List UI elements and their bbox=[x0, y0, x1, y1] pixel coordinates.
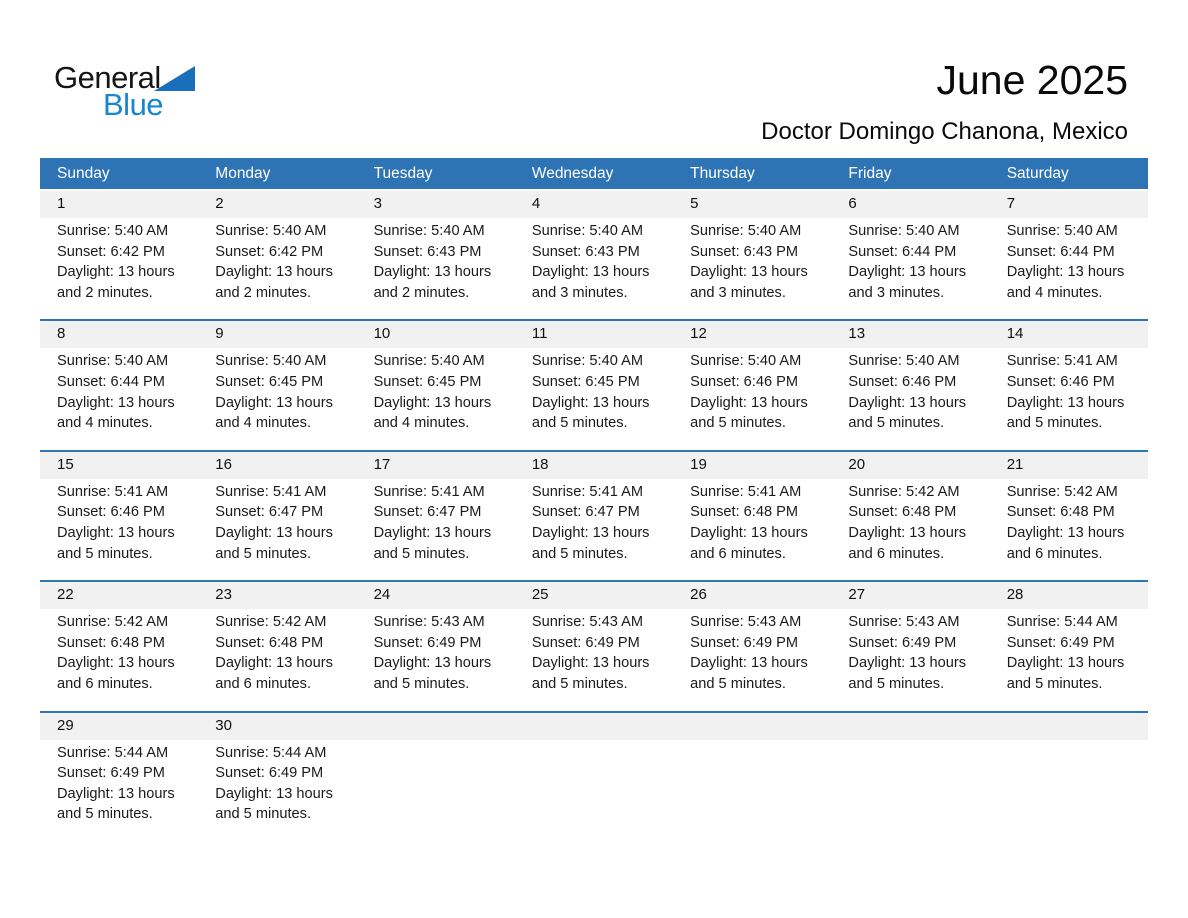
day-cell-19 bbox=[673, 452, 831, 580]
daylight-text-line2: and 5 minutes. bbox=[57, 806, 153, 823]
sunset-text: Sunset: 6:48 PM bbox=[1006, 504, 1115, 521]
calendar-table bbox=[40, 158, 1148, 841]
sunrise-text: Sunrise: 5:40 AM bbox=[215, 223, 327, 239]
daylight-text-line1: Daylight: 13 hours bbox=[848, 264, 967, 281]
daylight-text-line2: and 5 minutes. bbox=[531, 415, 628, 432]
sunset-text: Sunset: 6:47 PM bbox=[531, 504, 640, 521]
day-number: 29 bbox=[40, 713, 198, 740]
weekday-sunday: Sunday bbox=[57, 164, 110, 182]
day-cell-17 bbox=[357, 452, 515, 580]
day-cell-27 bbox=[831, 582, 989, 710]
sunset-text: Sunset: 6:43 PM bbox=[373, 243, 482, 260]
day-number: 12 bbox=[673, 321, 831, 348]
week-row-3 bbox=[40, 450, 1148, 580]
day-details bbox=[990, 609, 1148, 710]
sunrise-text: Sunrise: 5:41 AM bbox=[531, 483, 643, 500]
sunset-text: Sunset: 6:43 PM bbox=[690, 243, 799, 260]
daylight-text-line2: and 4 minutes. bbox=[373, 415, 470, 432]
day-cell-2 bbox=[198, 191, 356, 319]
day-details bbox=[357, 740, 515, 829]
day-cell-4 bbox=[515, 191, 673, 319]
sunset-text: Sunset: 6:46 PM bbox=[690, 373, 799, 390]
day-details bbox=[831, 348, 989, 449]
sunset-text: Sunset: 6:49 PM bbox=[531, 634, 640, 651]
day-details bbox=[198, 740, 356, 841]
day-number: 11 bbox=[515, 321, 673, 348]
daylight-text-line2: and 5 minutes. bbox=[373, 675, 470, 692]
day-cell-13 bbox=[831, 321, 989, 449]
empty-day-cell bbox=[515, 713, 673, 841]
sunrise-text: Sunrise: 5:40 AM bbox=[57, 353, 169, 370]
sunrise-text: Sunrise: 5:42 AM bbox=[1006, 483, 1118, 500]
day-number bbox=[673, 713, 831, 740]
day-number: 27 bbox=[831, 582, 989, 609]
daylight-text-line1: Daylight: 13 hours bbox=[57, 394, 175, 411]
day-details bbox=[990, 348, 1148, 449]
sunset-text: Sunset: 6:49 PM bbox=[848, 634, 957, 651]
daylight-text-line1: Daylight: 13 hours bbox=[1006, 524, 1125, 541]
daylight-text-line2: and 5 minutes. bbox=[690, 415, 786, 432]
day-details bbox=[40, 348, 198, 449]
sunset-text: Sunset: 6:42 PM bbox=[215, 243, 324, 260]
daylight-text-line1: Daylight: 13 hours bbox=[531, 264, 650, 281]
day-details bbox=[357, 218, 515, 319]
daylight-text-line1: Daylight: 13 hours bbox=[215, 264, 333, 281]
day-details bbox=[673, 609, 831, 710]
sunrise-text: Sunrise: 5:40 AM bbox=[1006, 223, 1118, 239]
daylight-text-line1: Daylight: 13 hours bbox=[531, 655, 650, 672]
day-cell-8 bbox=[40, 321, 198, 449]
day-number: 7 bbox=[990, 191, 1148, 218]
sunrise-text: Sunrise: 5:40 AM bbox=[57, 223, 169, 239]
day-number: 14 bbox=[990, 321, 1148, 348]
daylight-text-line2: and 5 minutes. bbox=[215, 806, 312, 823]
sunrise-text: Sunrise: 5:43 AM bbox=[848, 614, 960, 631]
sunrise-text: Sunrise: 5:42 AM bbox=[57, 614, 169, 631]
day-details bbox=[40, 479, 198, 580]
daylight-text-line2: and 6 minutes. bbox=[690, 545, 786, 562]
sunrise-text: Sunrise: 5:44 AM bbox=[1006, 614, 1118, 631]
week-row-4 bbox=[40, 580, 1148, 710]
daylight-text-line1: Daylight: 13 hours bbox=[373, 264, 492, 281]
sunset-text: Sunset: 6:45 PM bbox=[531, 373, 640, 390]
day-cell-22 bbox=[40, 582, 198, 710]
daylight-text-line1: Daylight: 13 hours bbox=[531, 394, 650, 411]
day-number: 19 bbox=[673, 452, 831, 479]
day-number: 13 bbox=[831, 321, 989, 348]
sunrise-text: Sunrise: 5:40 AM bbox=[848, 223, 960, 239]
day-number: 3 bbox=[357, 191, 515, 218]
day-details bbox=[990, 479, 1148, 580]
sunset-text: Sunset: 6:45 PM bbox=[215, 373, 324, 390]
day-number: 16 bbox=[198, 452, 356, 479]
weekday-header-row bbox=[40, 158, 1148, 189]
sunrise-text: Sunrise: 5:43 AM bbox=[690, 614, 802, 631]
day-number: 18 bbox=[515, 452, 673, 479]
day-number: 30 bbox=[198, 713, 356, 740]
day-details bbox=[673, 479, 831, 580]
day-cell-15 bbox=[40, 452, 198, 580]
daylight-text-line1: Daylight: 13 hours bbox=[57, 785, 175, 802]
weekday-tuesday: Tuesday bbox=[373, 164, 433, 182]
sunrise-text: Sunrise: 5:41 AM bbox=[373, 483, 485, 500]
weekday-wednesday: Wednesday bbox=[531, 164, 614, 182]
daylight-text-line2: and 2 minutes. bbox=[373, 284, 470, 301]
sunrise-text: Sunrise: 5:40 AM bbox=[373, 223, 485, 239]
daylight-text-line2: and 5 minutes. bbox=[690, 675, 786, 692]
daylight-text-line2: and 6 minutes. bbox=[57, 675, 153, 692]
day-cell-30 bbox=[198, 713, 356, 841]
logo-text-general: General bbox=[54, 60, 161, 95]
empty-day-cell bbox=[357, 713, 515, 841]
day-details bbox=[831, 218, 989, 319]
daylight-text-line2: and 4 minutes. bbox=[215, 415, 312, 432]
daylight-text-line2: and 2 minutes. bbox=[215, 284, 312, 301]
sunrise-text: Sunrise: 5:43 AM bbox=[373, 614, 485, 631]
day-details bbox=[990, 218, 1148, 319]
daylight-text-line1: Daylight: 13 hours bbox=[690, 264, 808, 281]
sunrise-text: Sunrise: 5:44 AM bbox=[57, 744, 169, 761]
daylight-text-line1: Daylight: 13 hours bbox=[373, 524, 492, 541]
day-details bbox=[198, 218, 356, 319]
sunset-text: Sunset: 6:44 PM bbox=[848, 243, 957, 260]
daylight-text-line2: and 5 minutes. bbox=[1006, 415, 1103, 432]
day-cell-14 bbox=[990, 321, 1148, 449]
sunrise-text: Sunrise: 5:42 AM bbox=[848, 483, 960, 500]
daylight-text-line1: Daylight: 13 hours bbox=[373, 655, 492, 672]
day-details bbox=[515, 218, 673, 319]
sunset-text: Sunset: 6:42 PM bbox=[57, 243, 165, 260]
day-number bbox=[831, 713, 989, 740]
sunrise-text: Sunrise: 5:40 AM bbox=[531, 353, 643, 370]
day-number bbox=[357, 713, 515, 740]
daylight-text-line2: and 6 minutes. bbox=[848, 545, 945, 562]
day-details bbox=[515, 609, 673, 710]
day-details bbox=[515, 740, 673, 829]
empty-day-cell bbox=[990, 713, 1148, 841]
daylight-text-line2: and 3 minutes. bbox=[848, 284, 945, 301]
day-number: 21 bbox=[990, 452, 1148, 479]
sunrise-text: Sunrise: 5:40 AM bbox=[373, 353, 485, 370]
day-number: 24 bbox=[357, 582, 515, 609]
day-number: 15 bbox=[40, 452, 198, 479]
day-cell-1 bbox=[40, 191, 198, 319]
page-subtitle: Doctor Domingo Chanona, Mexico bbox=[761, 118, 1128, 145]
day-number: 26 bbox=[673, 582, 831, 609]
daylight-text-line2: and 4 minutes. bbox=[57, 415, 153, 432]
sunrise-text: Sunrise: 5:40 AM bbox=[690, 223, 802, 239]
sunset-text: Sunset: 6:46 PM bbox=[848, 373, 957, 390]
weekday-monday: Monday bbox=[215, 164, 271, 182]
day-details bbox=[673, 348, 831, 449]
day-details bbox=[357, 348, 515, 449]
sunrise-text: Sunrise: 5:40 AM bbox=[215, 353, 327, 370]
sunset-text: Sunset: 6:45 PM bbox=[373, 373, 482, 390]
day-cell-7 bbox=[990, 191, 1148, 319]
sunrise-text: Sunrise: 5:44 AM bbox=[215, 744, 327, 761]
day-cell-18 bbox=[515, 452, 673, 580]
weeks-container bbox=[40, 191, 1148, 841]
daylight-text-line1: Daylight: 13 hours bbox=[1006, 655, 1125, 672]
day-number: 25 bbox=[515, 582, 673, 609]
sunrise-text: Sunrise: 5:41 AM bbox=[1006, 353, 1118, 370]
sunset-text: Sunset: 6:46 PM bbox=[1006, 373, 1115, 390]
sunrise-text: Sunrise: 5:41 AM bbox=[690, 483, 802, 500]
day-cell-16 bbox=[198, 452, 356, 580]
sunset-text: Sunset: 6:49 PM bbox=[215, 765, 324, 782]
logo-text-blue: Blue bbox=[103, 87, 164, 122]
daylight-text-line1: Daylight: 13 hours bbox=[373, 394, 492, 411]
daylight-text-line2: and 5 minutes. bbox=[531, 545, 628, 562]
daylight-text-line1: Daylight: 13 hours bbox=[848, 655, 967, 672]
daylight-text-line1: Daylight: 13 hours bbox=[690, 655, 808, 672]
day-number: 28 bbox=[990, 582, 1148, 609]
day-details bbox=[990, 740, 1148, 829]
day-number: 22 bbox=[40, 582, 198, 609]
sunset-text: Sunset: 6:48 PM bbox=[848, 504, 957, 521]
page-title: June 2025 bbox=[936, 57, 1128, 103]
daylight-text-line2: and 5 minutes. bbox=[373, 545, 470, 562]
day-cell-3 bbox=[357, 191, 515, 319]
sunrise-text: Sunrise: 5:41 AM bbox=[57, 483, 169, 500]
daylight-text-line2: and 5 minutes. bbox=[531, 675, 628, 692]
sunrise-text: Sunrise: 5:40 AM bbox=[690, 353, 802, 370]
day-cell-6 bbox=[831, 191, 989, 319]
sunset-text: Sunset: 6:44 PM bbox=[1006, 243, 1115, 260]
day-cell-26 bbox=[673, 582, 831, 710]
week-row-5 bbox=[40, 711, 1148, 841]
daylight-text-line2: and 2 minutes. bbox=[57, 284, 153, 301]
weekday-saturday: Saturday bbox=[1006, 164, 1069, 182]
day-details bbox=[515, 479, 673, 580]
empty-day-cell bbox=[673, 713, 831, 841]
sunset-text: Sunset: 6:48 PM bbox=[690, 504, 799, 521]
daylight-text-line2: and 5 minutes. bbox=[848, 415, 945, 432]
sunset-text: Sunset: 6:49 PM bbox=[57, 765, 165, 782]
week-row-1 bbox=[40, 191, 1148, 319]
day-number: 2 bbox=[198, 191, 356, 218]
day-number: 23 bbox=[198, 582, 356, 609]
general-blue-logo bbox=[54, 62, 195, 120]
day-details bbox=[515, 348, 673, 449]
day-details bbox=[357, 609, 515, 710]
day-number: 6 bbox=[831, 191, 989, 218]
daylight-text-line1: Daylight: 13 hours bbox=[690, 394, 808, 411]
day-number bbox=[515, 713, 673, 740]
weekday-friday: Friday bbox=[848, 164, 892, 182]
day-details bbox=[198, 609, 356, 710]
day-details bbox=[357, 479, 515, 580]
day-cell-20 bbox=[831, 452, 989, 580]
daylight-text-line1: Daylight: 13 hours bbox=[215, 524, 333, 541]
sunrise-text: Sunrise: 5:43 AM bbox=[531, 614, 643, 631]
sunrise-text: Sunrise: 5:41 AM bbox=[215, 483, 327, 500]
sunset-text: Sunset: 6:49 PM bbox=[373, 634, 482, 651]
day-number: 10 bbox=[357, 321, 515, 348]
daylight-text-line1: Daylight: 13 hours bbox=[1006, 394, 1125, 411]
daylight-text-line2: and 5 minutes. bbox=[848, 675, 945, 692]
sunrise-text: Sunrise: 5:40 AM bbox=[531, 223, 643, 239]
sunset-text: Sunset: 6:49 PM bbox=[690, 634, 799, 651]
day-details bbox=[673, 740, 831, 829]
daylight-text-line1: Daylight: 13 hours bbox=[1006, 264, 1125, 281]
weekday-thursday: Thursday bbox=[690, 164, 755, 182]
day-number: 17 bbox=[357, 452, 515, 479]
day-details bbox=[673, 218, 831, 319]
daylight-text-line1: Daylight: 13 hours bbox=[215, 655, 333, 672]
day-details bbox=[831, 479, 989, 580]
sunset-text: Sunset: 6:47 PM bbox=[373, 504, 482, 521]
day-cell-29 bbox=[40, 713, 198, 841]
day-cell-11 bbox=[515, 321, 673, 449]
sunset-text: Sunset: 6:44 PM bbox=[57, 373, 165, 390]
day-details bbox=[40, 740, 198, 841]
daylight-text-line2: and 6 minutes. bbox=[1006, 545, 1103, 562]
day-cell-12 bbox=[673, 321, 831, 449]
day-details bbox=[40, 609, 198, 710]
daylight-text-line2: and 5 minutes. bbox=[1006, 675, 1103, 692]
day-number: 4 bbox=[515, 191, 673, 218]
daylight-text-line1: Daylight: 13 hours bbox=[57, 524, 175, 541]
day-cell-21 bbox=[990, 452, 1148, 580]
daylight-text-line2: and 6 minutes. bbox=[215, 675, 312, 692]
day-details bbox=[831, 609, 989, 710]
day-cell-23 bbox=[198, 582, 356, 710]
daylight-text-line1: Daylight: 13 hours bbox=[531, 524, 650, 541]
sunset-text: Sunset: 6:46 PM bbox=[57, 504, 165, 521]
daylight-text-line2: and 3 minutes. bbox=[690, 284, 786, 301]
day-cell-28 bbox=[990, 582, 1148, 710]
day-cell-10 bbox=[357, 321, 515, 449]
sunset-text: Sunset: 6:48 PM bbox=[215, 634, 324, 651]
daylight-text-line2: and 5 minutes. bbox=[57, 545, 153, 562]
daylight-text-line2: and 4 minutes. bbox=[1006, 284, 1103, 301]
day-number: 8 bbox=[40, 321, 198, 348]
day-details bbox=[831, 740, 989, 829]
day-number: 20 bbox=[831, 452, 989, 479]
daylight-text-line1: Daylight: 13 hours bbox=[215, 785, 333, 802]
day-number: 9 bbox=[198, 321, 356, 348]
daylight-text-line1: Daylight: 13 hours bbox=[57, 264, 175, 281]
day-details bbox=[40, 218, 198, 319]
sunrise-text: Sunrise: 5:42 AM bbox=[215, 614, 327, 631]
daylight-text-line1: Daylight: 13 hours bbox=[57, 655, 175, 672]
daylight-text-line1: Daylight: 13 hours bbox=[848, 524, 967, 541]
empty-day-cell bbox=[831, 713, 989, 841]
day-number: 5 bbox=[673, 191, 831, 218]
daylight-text-line1: Daylight: 13 hours bbox=[848, 394, 967, 411]
sunrise-text: Sunrise: 5:40 AM bbox=[848, 353, 960, 370]
day-details bbox=[198, 479, 356, 580]
day-cell-9 bbox=[198, 321, 356, 449]
daylight-text-line2: and 3 minutes. bbox=[531, 284, 628, 301]
daylight-text-line1: Daylight: 13 hours bbox=[215, 394, 333, 411]
day-cell-5 bbox=[673, 191, 831, 319]
sunset-text: Sunset: 6:47 PM bbox=[215, 504, 324, 521]
day-cell-24 bbox=[357, 582, 515, 710]
daylight-text-line1: Daylight: 13 hours bbox=[690, 524, 808, 541]
sunset-text: Sunset: 6:48 PM bbox=[57, 634, 165, 651]
week-row-2 bbox=[40, 319, 1148, 449]
day-cell-25 bbox=[515, 582, 673, 710]
daylight-text-line2: and 5 minutes. bbox=[215, 545, 312, 562]
day-number bbox=[990, 713, 1148, 740]
sunset-text: Sunset: 6:49 PM bbox=[1006, 634, 1115, 651]
day-details bbox=[198, 348, 356, 449]
day-number: 1 bbox=[40, 191, 198, 218]
sunset-text: Sunset: 6:43 PM bbox=[531, 243, 640, 260]
